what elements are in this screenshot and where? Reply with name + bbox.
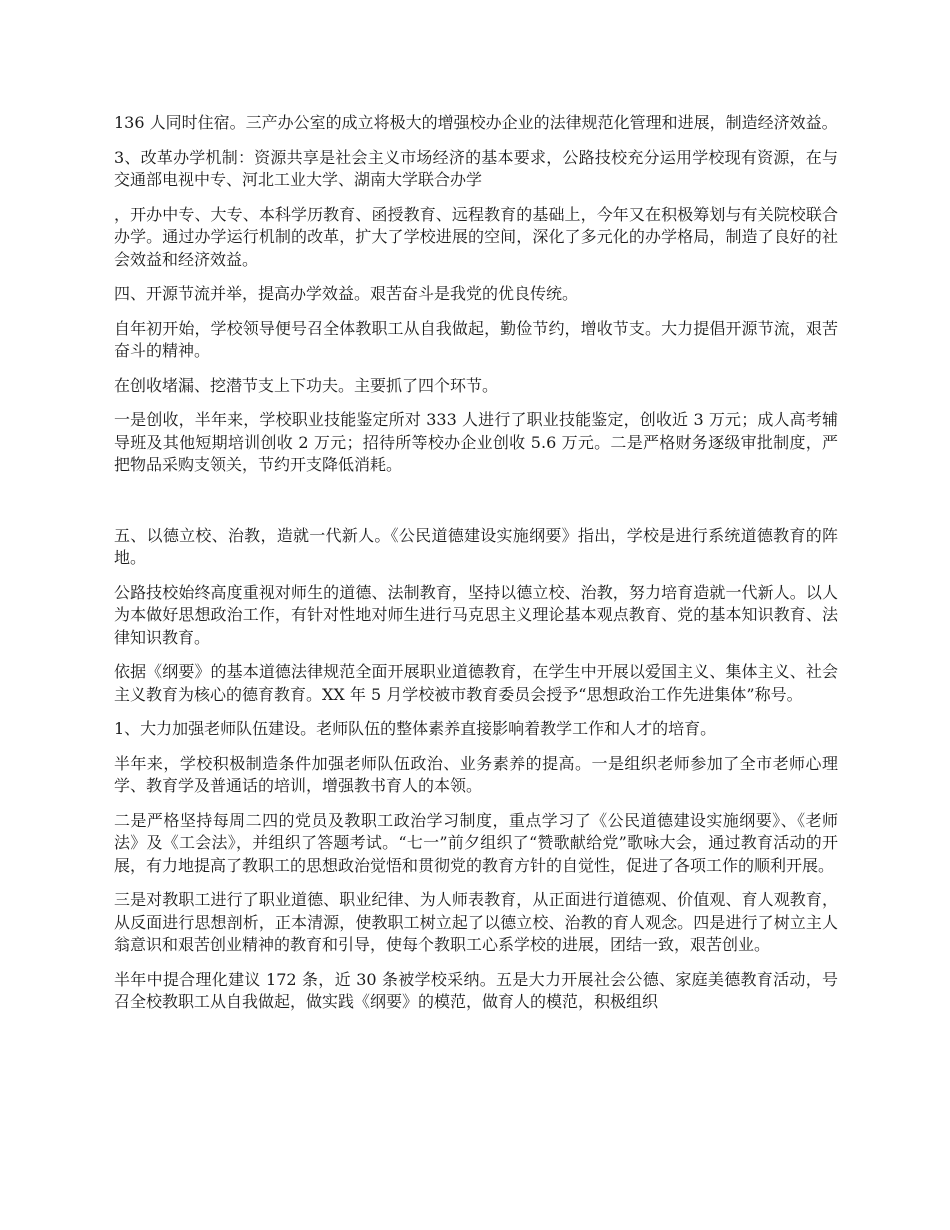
paragraph: 二是严格坚持每周二四的党员及教职工政治学习制度，重点学习了《公民道德建设实施纲要》、《老师法》及《工会法》，并组织了答题考试。“七一”前夕组织了“赞歌献给党”歌咏大会，通过教育活动的开展，有力地提高了教职工的思想政治觉悟和贯彻党的教育方针的自觉性，促进了各项工作的顺利开展。 (114, 810, 838, 875)
paragraph: 四、开源节流并举，提高办学效益。艰苦奋斗是我党的优良传统。 (114, 284, 579, 303)
paragraph: 半年来，学校积极制造条件加强老师队伍政治、业务素养的提高。一是组织老师参加了全市老师心理学、教育学及普通话的培训，增强教书育人的本领。 (114, 753, 838, 795)
paragraph: 1、大力加强老师队伍建设。老师队伍的整体素养直接影响着教学工作和人才的培育。 (114, 719, 717, 738)
document-page (114, 112, 838, 1026)
paragraph: 依据《纲要》的基本道德法律规范全面开展职业道德教育，在学生中开展以爱国主义、集体主义、社会主义教育为核心的德育教育。XX 年 5 月学校被市教育委员会授予“思想政治工作先进集体”称号。 (114, 662, 838, 704)
paragraph: 136 人同时住宿。三产办公室的成立将极大的增强校办企业的法律规范化管理和进展，制造经济效益。 (114, 113, 838, 132)
paragraph: 一是创收，半年来，学校职业技能鉴定所对 333 人进行了职业技能鉴定，创收近 3 万元；成人高考辅导班及其他短期培训创收 2 万元；招待所等校办企业创收 5.6 万元。二是严格财务逐级审批制度，严把物品采购支领关，节约开支降低消耗。 (114, 410, 838, 474)
paragraph: 自年初开始，学校领导便号召全体教职工从自我做起，勤俭节约，增收节支。大力提倡开源节流，艰苦奋斗的精神。 (114, 318, 838, 360)
paragraph: 半年中提合理化建议 172 条，近 30 条被学校采纳。五是大力开展社会公德、家庭美德教育活动，号召全校教职工从自我做起，做实践《纲要》的模范，做育人的模范，积极组织 (114, 969, 838, 1011)
paragraph: 五、以德立校、治教，造就一代新人。《公民道德建设实施纲要》指出，学校是进行系统道德教育的阵地。 (114, 525, 838, 567)
paragraph: 3、改革办学机制：资源共享是社会主义市场经济的基本要求，公路技校充分运用学校现有资源，在与交通部电视中专、河北工业大学、湖南大学联合办学 (114, 147, 838, 189)
paragraph: 三是对教职工进行了职业道德、职业纪律、为人师表教育，从正面进行道德观、价值观、育人观教育，从反面进行思想剖析，正本清源，使教职工树立起了以德立校、治教的育人观念。四是进行了树立主人翁意识和艰苦创业精神的教育和引导，使每个教职工心系学校的进展，团结一致，艰苦创业。 (114, 890, 838, 954)
paragraph: 公路技校始终高度重视对师生的道德、法制教育，坚持以德立校、治教，努力培育造就一代新人。以人为本做好思想政治工作，有针对性地对师生进行马克思主义理论基本观点教育、党的基本知识教育、法律知识教育。 (114, 582, 838, 647)
paragraph: 在创收堵漏、挖潜节支上下功夫。主要抓了四个环节。 (114, 375, 499, 395)
section-gap (114, 489, 838, 525)
paragraph: ，开办中专、大专、本科学历教育、函授教育、远程教育的基础上，今年又在积极筹划与有关院校联合办学。通过办学运行机制的改革，扩大了学校进展的空间，深化了多元化的办学格局，制造了良好的社会效益和经济效益。 (114, 204, 838, 269)
